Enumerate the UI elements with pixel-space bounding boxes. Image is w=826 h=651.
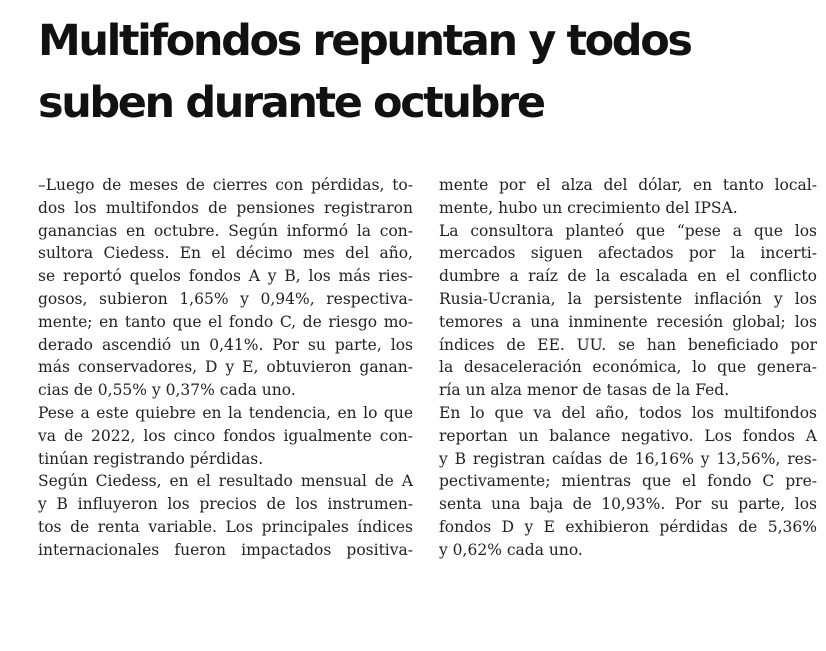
text-line: cias de 0,55% y 0,37% cada uno. [38,381,296,400]
text-line: se reportó quelos fondos A y B, los más ries- [38,267,413,286]
article-headline [38,10,798,134]
article-column-left [38,174,413,562]
text-line: mercados siguen afectados por la incerti- [439,244,817,263]
text-line: Pese a este quiebre en la tendencia, en lo que [38,403,413,422]
text-line: Según Ciedess, en el resultado mensual de A [38,472,413,491]
text-line: –Luego de meses de cierres con pérdidas, to- [38,176,413,194]
text-line: sultora Ciedess. En el décimo mes del año, [38,244,413,263]
text-line: fondos D y E exhibieron pérdidas de 5,36% [439,517,817,536]
text-line: va de 2022, los cinco fondos igualmente con- [38,426,413,445]
text-line: temores a una inminente recesión global; los [439,312,817,331]
text-line: La consultora planteó que “pese a que los [439,221,817,240]
text-line: senta una baja de 10,93%. Por su parte, los [439,495,817,514]
text-line: derado ascendió un 0,41%. Por su parte, los [38,335,413,354]
text-line: dos los multifondos de pensiones registraron [38,198,413,217]
text-line: más conservadores, D y E, obtuvieron ganan- [38,358,413,377]
text-line: ganancias en octubre. Según informó la con- [38,221,413,240]
text-line: reportan un balance negativo. Los fondos A [439,426,817,445]
text-line: pectivamente; mientras que el fondo C pre- [439,472,817,491]
text-line: y B registran caídas de 16,16% y 13,56%, res- [439,449,817,468]
text-line: mente; en tanto que el fondo C, de riesgo mo- [38,312,413,331]
article-column-right [439,174,817,562]
text-line: mente, hubo un crecimiento del IPSA. [439,198,738,217]
text-line: ría un alza menor de tasas de la Fed. [439,381,730,400]
text-line: Rusia-Ucrania, la persistente inflación y los [439,289,817,308]
text-line: y B influyeron los precios de los instrumen- [38,495,413,514]
text-line: gosos, subieron 1,65% y 0,94%, respectiva- [38,289,413,308]
text-line: En lo que va del año, todos los multifondos [439,403,817,422]
text-line: mente por el alza del dólar, en tanto local- [439,176,817,194]
text-line: internacionales fueron impactados positiva- [38,540,413,559]
text-line: índices de EE. UU. se han beneficiado por [439,335,817,354]
headline-line: Multifondos repuntan y todos [38,16,691,66]
text-line: y 0,62% cada uno. [439,540,583,559]
text-line: tos de renta variable. Los principales índices [38,517,413,536]
text-line: tinúan registrando pérdidas. [38,449,264,468]
text-line: la desaceleración económica, lo que genera- [439,358,817,377]
headline-line: suben durante octubre [38,78,544,128]
text-line: dumbre a raíz de la escalada en el conflicto [439,267,817,286]
